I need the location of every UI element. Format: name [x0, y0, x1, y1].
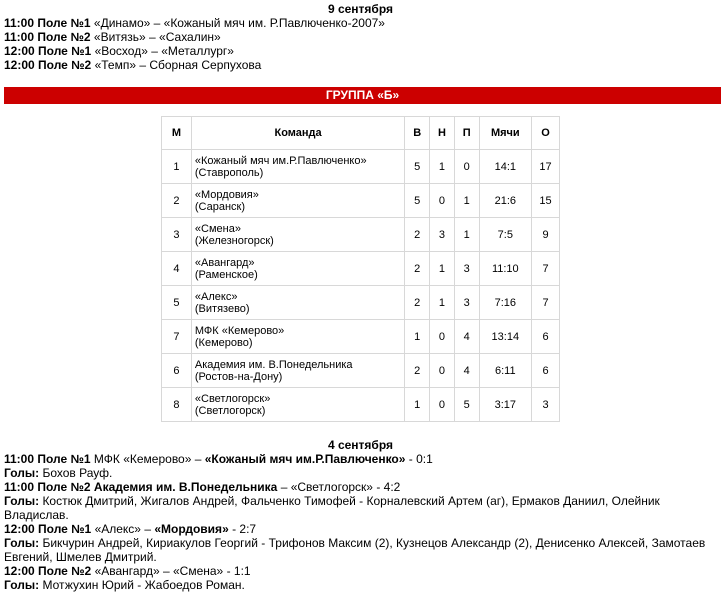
match-teams: «Авангард» – «Смена» - 1:1: [91, 564, 251, 578]
team-city: (Светлогорск): [194, 404, 266, 417]
match-winner: Академия им. В.Понедельника: [90, 480, 278, 494]
table-row: [162, 150, 560, 184]
cell-wins: 5: [405, 184, 430, 218]
cell-pos: 4: [162, 252, 192, 286]
goals-text: Мотжухин Юрий - Жабоедов Роман.: [39, 578, 245, 592]
cell-draws: 0: [430, 388, 455, 422]
cell-points: 7: [532, 252, 560, 286]
cell-draws: 3: [430, 218, 455, 252]
match-field: Поле №2: [37, 30, 91, 44]
cell-points: 6: [532, 320, 560, 354]
col-header-draws: Н: [430, 117, 455, 150]
goals-text: Бикчурин Андрей, Кириакулов Георгий - Трифонов Максим (2), Кузнецов Александр (2), Денисенко Алексей, Замотаев Евгений, Шмелев Дмитрий.: [4, 536, 706, 564]
match-score: - 0:1: [405, 452, 433, 466]
cell-points: 3: [532, 388, 560, 422]
match-time: 11:00: [4, 30, 35, 44]
team-city: (Раменское): [194, 268, 258, 281]
match-line: [0, 58, 721, 72]
cell-losses: 1: [454, 218, 479, 252]
cell-wins: 1: [405, 320, 430, 354]
cell-goals: 14:1: [479, 150, 532, 184]
goals-text: Бохов Рауф.: [39, 466, 113, 480]
group-title-bar: ГРУППА «Б»: [4, 87, 721, 104]
team-name: «Мордовия»: [194, 188, 259, 201]
cell-points: 9: [532, 218, 560, 252]
team-name: Академия им. В.Понедельника: [194, 358, 353, 371]
cell-pos: 1: [162, 150, 192, 184]
cell-goals: 11:10: [479, 252, 532, 286]
match-teams: «Витязь» – «Сахалин»: [90, 30, 221, 44]
cell-losses: 3: [454, 286, 479, 320]
cell-wins: 5: [405, 150, 430, 184]
goals-text: Костюк Дмитрий, Жигалов Андрей, Фальченко Тимофей - Корналевский Артем (аг), Ермаков Даниил, Олейник Владислав.: [4, 494, 660, 522]
col-header-points: О: [532, 117, 560, 150]
match-line: [0, 564, 721, 578]
cell-pos: 7: [162, 320, 192, 354]
goals-line: [0, 466, 721, 480]
goals-line: [0, 536, 721, 564]
cell-draws: 0: [430, 354, 455, 388]
cell-team: [191, 320, 404, 354]
match-time: 12:00: [4, 58, 35, 72]
cell-goals: 13:14: [479, 320, 532, 354]
schedule-sept-9: [0, 2, 721, 72]
cell-wins: 2: [405, 252, 430, 286]
col-header-goals: Мячи: [479, 117, 532, 150]
table-row: [162, 286, 560, 320]
match-field: Поле №2: [38, 564, 92, 578]
match-team-a: «Алекс» –: [91, 522, 155, 536]
cell-losses: 4: [454, 320, 479, 354]
cell-draws: 1: [430, 286, 455, 320]
cell-wins: 2: [405, 354, 430, 388]
match-teams: «Динамо» – «Кожаный мяч им. Р.Павлюченко-2007»: [90, 16, 385, 30]
cell-goals: 6:11: [479, 354, 532, 388]
col-header-pos: М: [162, 117, 192, 150]
goals-label: Голы:: [4, 578, 40, 592]
team-name: «Авангард»: [194, 256, 255, 269]
cell-losses: 5: [454, 388, 479, 422]
cell-losses: 3: [454, 252, 479, 286]
cell-draws: 1: [430, 150, 455, 184]
match-team-a: МФК «Кемерово» –: [90, 452, 205, 466]
match-score: – «Светлогорск» - 4:2: [277, 480, 401, 494]
match-time: 11:00: [4, 480, 35, 494]
cell-goals: 3:17: [479, 388, 532, 422]
match-field: Поле №1: [37, 16, 91, 30]
team-city: (Саранск): [194, 200, 246, 213]
cell-points: 15: [532, 184, 560, 218]
col-header-team: Команда: [191, 117, 404, 150]
table-row: [162, 354, 560, 388]
match-time: 12:00: [4, 522, 35, 536]
cell-points: 7: [532, 286, 560, 320]
match-time: 12:00: [4, 44, 35, 58]
schedule-date: 9 сентября: [327, 2, 394, 16]
match-teams: «Темп» – Сборная Серпухова: [91, 58, 262, 72]
goals-label: Голы:: [4, 466, 40, 480]
cell-draws: 0: [430, 320, 455, 354]
match-time: 11:00: [4, 452, 35, 466]
col-header-wins: В: [405, 117, 430, 150]
cell-goals: 7:16: [479, 286, 532, 320]
team-city: (Кемерово): [194, 336, 253, 349]
team-city: (Ставрополь): [194, 166, 264, 179]
cell-goals: 21:6: [479, 184, 532, 218]
table-row: [162, 320, 560, 354]
results-sept-4: [0, 438, 721, 592]
cell-pos: 5: [162, 286, 192, 320]
goals-label: Голы:: [4, 536, 40, 550]
cell-draws: 1: [430, 252, 455, 286]
goals-line: [0, 578, 721, 592]
match-winner: «Кожаный мяч им.Р.Павлюченко»: [204, 452, 406, 466]
cell-pos: 3: [162, 218, 192, 252]
table-row: [162, 184, 560, 218]
cell-team: [191, 354, 404, 388]
results-date: 4 сентября: [327, 438, 394, 452]
col-header-losses: П: [454, 117, 479, 150]
team-city: (Ростов-на-Дону): [194, 370, 283, 383]
team-name: «Светлогорск»: [194, 392, 271, 405]
cell-pos: 2: [162, 184, 192, 218]
match-line: [0, 452, 721, 466]
cell-points: 6: [532, 354, 560, 388]
match-field: Поле №1: [38, 522, 92, 536]
cell-team: [191, 252, 404, 286]
match-teams: «Восход» – «Металлург»: [91, 44, 234, 58]
team-name: «Смена»: [194, 222, 241, 235]
match-line: [0, 480, 721, 494]
match-field: Поле №1: [38, 44, 92, 58]
cell-points: 17: [532, 150, 560, 184]
team-name: «Алекс»: [194, 290, 238, 303]
cell-losses: 1: [454, 184, 479, 218]
match-line: [0, 30, 721, 44]
match-line: [0, 44, 721, 58]
table-row: [162, 388, 560, 422]
team-city: (Железногорск): [194, 234, 274, 247]
match-winner: «Мордовия»: [154, 522, 229, 536]
cell-wins: 1: [405, 388, 430, 422]
standings-table: [161, 116, 560, 422]
cell-goals: 7:5: [479, 218, 532, 252]
cell-team: [191, 184, 404, 218]
team-city: (Витязево): [194, 302, 250, 315]
cell-wins: 2: [405, 218, 430, 252]
match-field: Поле №2: [38, 58, 92, 72]
table-row: [162, 218, 560, 252]
cell-draws: 0: [430, 184, 455, 218]
cell-pos: 6: [162, 354, 192, 388]
cell-team: [191, 150, 404, 184]
match-line: [0, 522, 721, 536]
match-line: [0, 16, 721, 30]
cell-team: [191, 218, 404, 252]
cell-wins: 2: [405, 286, 430, 320]
table-header-row: [162, 117, 560, 150]
cell-losses: 0: [454, 150, 479, 184]
cell-losses: 4: [454, 354, 479, 388]
goals-label: Голы:: [4, 494, 40, 508]
cell-pos: 8: [162, 388, 192, 422]
table-row: [162, 252, 560, 286]
cell-team: [191, 388, 404, 422]
team-name: МФК «Кемерово»: [194, 324, 285, 337]
match-time: 12:00: [4, 564, 35, 578]
cell-team: [191, 286, 404, 320]
match-field: Поле №2: [37, 480, 91, 494]
match-field: Поле №1: [37, 452, 91, 466]
team-name: «Кожаный мяч им.Р.Павлюченко»: [194, 154, 367, 167]
match-score: - 2:7: [228, 522, 257, 536]
match-time: 11:00: [4, 16, 35, 30]
goals-line: [0, 494, 721, 522]
